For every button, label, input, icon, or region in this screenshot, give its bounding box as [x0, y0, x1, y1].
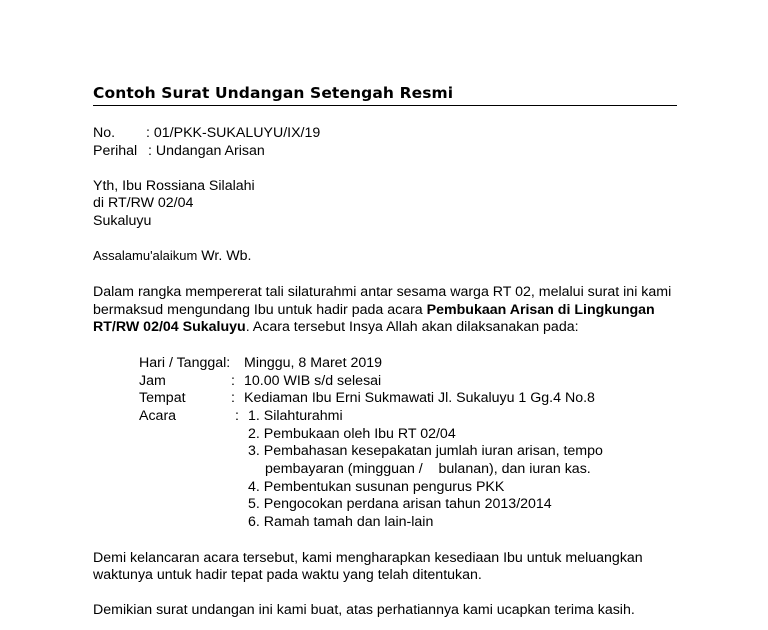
- letter-number-label: No.: [93, 125, 116, 141]
- agenda-item-3-continued: pembayaran (mingguan / bulanan), dan iuran kas.: [265, 461, 591, 477]
- greeting-rest: Wr. Wb.: [197, 248, 252, 264]
- subject-value: : Undangan Arisan: [148, 143, 265, 159]
- agenda-label: Acara: [139, 408, 177, 424]
- subject-label: Perihal: [93, 143, 138, 159]
- time-label: Jam: [139, 373, 166, 389]
- closing-line-1: Demi kelancaran acara tersebut, kami mengharapkan kesediaan Ibu untuk meluangkan: [93, 550, 643, 566]
- agenda-colon: :: [235, 408, 239, 424]
- opening-line-1: Dalam rangka mempererat tali silaturahmi antar sesama warga RT 02, melalui surat ini kami: [93, 284, 672, 300]
- agenda-item-3: 3. Pembahasan kesepakatan jumlah iuran arisan, tempo: [248, 443, 603, 459]
- document-title: Contoh Surat Undangan Setengah Resmi: [93, 84, 454, 102]
- title-underline: [93, 105, 677, 106]
- agenda-item-4: 4. Pembentukan susunan pengurus PKK: [248, 479, 505, 495]
- recipient-address: di RT/RW 02/04: [93, 195, 194, 211]
- opening-line-3: [93, 318, 579, 336]
- agenda-item-5: 5. Pengocokan perdana arisan tahun 2013/2014: [248, 496, 552, 512]
- opening-line-2-text: bermaksud mengundang Ibu untuk hadir pada acara: [93, 302, 427, 318]
- recipient-location: Sukaluyu: [93, 213, 152, 229]
- closing-line-2: waktunya untuk hadir tepat pada waktu yang telah ditentukan.: [93, 567, 482, 583]
- agenda-item-6: 6. Ramah tamah dan lain-lain: [248, 514, 434, 530]
- greeting: [93, 247, 251, 265]
- place-label: Tempat: [139, 390, 186, 406]
- event-name-part-1: Pembukaan Arisan di Lingkungan: [426, 302, 655, 318]
- opening-line-3-text: . Acara tersebut Insya Allah akan dilaksanakan pada:: [245, 319, 579, 335]
- event-name-part-2: RT/RW 02/04 Sukaluyu: [93, 319, 246, 335]
- final-statement: Demikian surat undangan ini kami buat, atas perhatiannya kami ucapkan terima kasih.: [93, 602, 635, 618]
- opening-line-2: [93, 301, 655, 319]
- place-colon: :: [231, 390, 235, 406]
- time-value: 10.00 WIB s/d selesai: [244, 373, 382, 389]
- date-value: Minggu, 8 Maret 2019: [244, 355, 383, 371]
- time-colon: :: [231, 373, 235, 389]
- place-value: Kediaman Ibu Erni Sukmawati Jl. Sukaluyu 1 Gg.4 No.8: [244, 390, 595, 406]
- recipient-name: Yth, Ibu Rossiana Silalahi: [93, 178, 255, 194]
- letter-number-value: : 01/PKK-SUKALUYU/IX/19: [146, 125, 321, 141]
- greeting-arabic: Assalamu'alaikum: [93, 248, 198, 263]
- agenda-item-2: 2. Pembukaan oleh Ibu RT 02/04: [248, 426, 456, 442]
- agenda-item-1: 1. Silahturahmi: [248, 408, 343, 424]
- date-label: Hari / Tanggal:: [139, 355, 231, 371]
